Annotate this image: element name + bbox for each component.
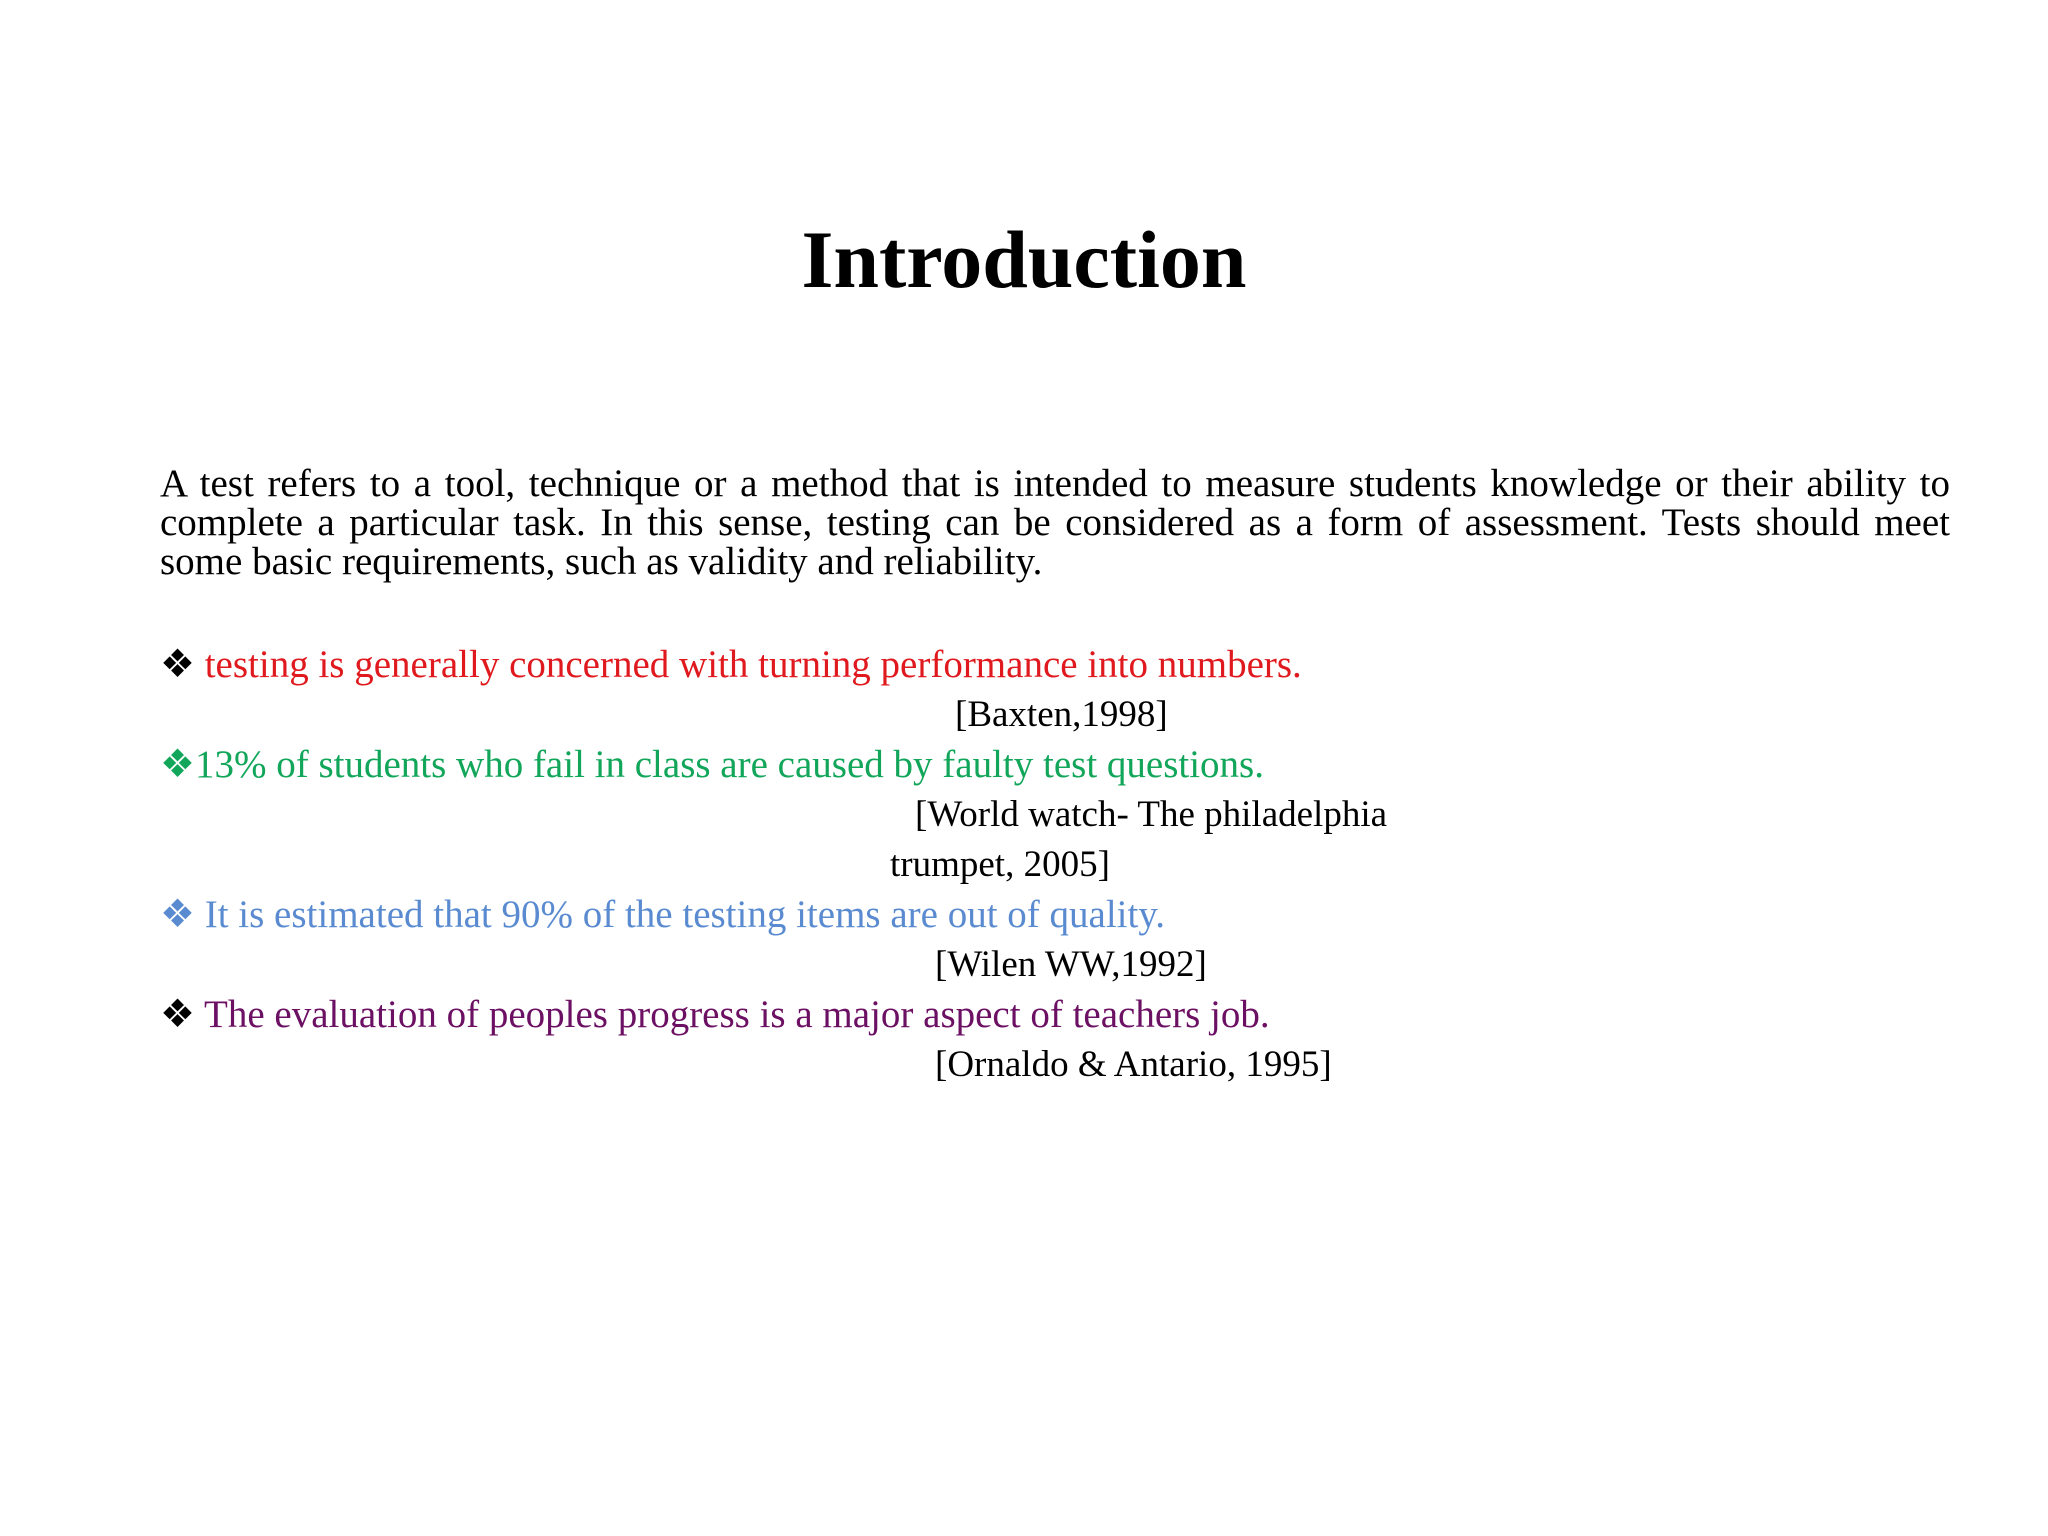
bullet-text: 13% of students who fail in class are caused by faulty test questions. [194, 743, 1264, 786]
bullet-text: It is estimated that 90% of the testing items are out of quality. [194, 893, 1166, 936]
bullet-item [160, 740, 1264, 790]
citation: [World watch- The philadelphia [915, 794, 1388, 835]
citation: [Wilen WW,1992] [935, 944, 1207, 985]
diamond-bullet-icon: ❖ [160, 643, 195, 686]
intro-paragraph: A test refers to a tool, technique or a method that is intended to measure students knowledge or their ability to complete a particular task. In this sense, testing can be considered as a form of assessment. Tests should meet some basic requirements, such as validity and reliability. [160, 462, 1950, 583]
diamond-bullet-icon: ❖ [160, 893, 195, 936]
slide-title: Introduction [801, 214, 1247, 305]
diamond-bullet-icon: ❖ [160, 743, 195, 786]
citation: [Baxten,1998] [955, 694, 1168, 735]
bullet-item [160, 890, 1165, 940]
diamond-bullet-icon: ❖ [160, 993, 195, 1036]
bullet-item [160, 990, 1270, 1040]
citation: [Ornaldo & Antario, 1995] [935, 1044, 1332, 1085]
citation: trumpet, 2005] [890, 844, 1110, 885]
bullet-item [160, 640, 1302, 690]
bullet-text: testing is generally concerned with turning performance into numbers. [194, 643, 1302, 686]
bullet-text: The evaluation of peoples progress is a major aspect of teachers job. [194, 993, 1270, 1036]
